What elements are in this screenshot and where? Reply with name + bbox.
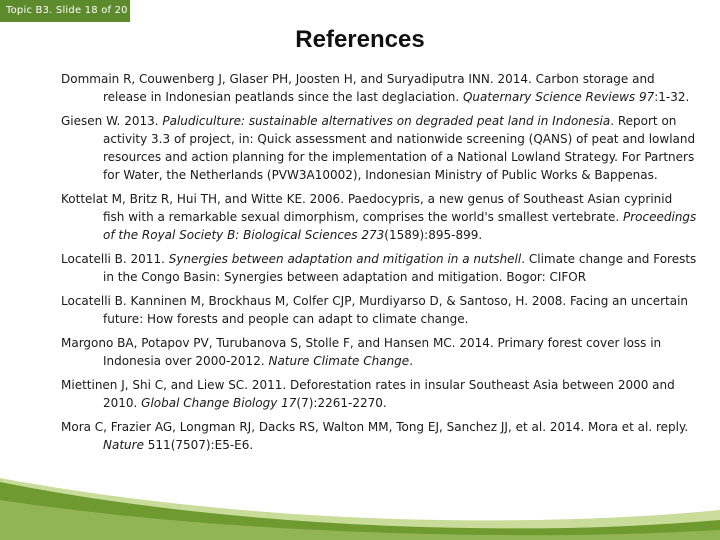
reference-item	[61, 250, 697, 286]
reference-citation: .	[409, 354, 414, 368]
reference-source: Global Change Biology 17	[141, 396, 297, 410]
reference-item	[61, 190, 697, 244]
reference-source: Nature Climate Change	[268, 354, 410, 368]
topic-header-bar	[0, 0, 130, 22]
reference-citation: (1589):895-899.	[384, 228, 483, 242]
reference-item	[61, 334, 697, 370]
reference-text: Kottelat M, Britz R, Hui TH, and Witte KE. 2006. Paedocypris, a new genus of Southeast Asian cyprinid fish with a remarkable sexual dimorphism, comprises the world's smallest vertebrate.	[61, 192, 673, 224]
decorative-green-wave	[0, 460, 720, 540]
reference-source: Paludiculture: sustainable alternatives on degraded peat land in Indonesia	[162, 114, 611, 128]
topic-label: Topic B3. Slide 18 of 20	[6, 5, 128, 16]
reference-list	[61, 70, 697, 460]
reference-text: Mora C, Frazier AG, Longman RJ, Dacks RS, Walton MM, Tong EJ, Sanchez JJ, et al. 2014. Mora et al. reply.	[61, 420, 689, 434]
reference-item	[61, 70, 697, 106]
reference-item	[61, 292, 697, 328]
reference-text: Locatelli B. 2011.	[61, 252, 169, 266]
reference-citation: 511(7507):E5-E6.	[143, 438, 254, 452]
reference-citation: . Climate change and Forests in the Congo Basin: Synergies between adaptation and mitigation. Bogor: CIFOR	[103, 252, 697, 284]
reference-citation: . Report on activity 3.3 of project, in: Quick assessment and nationwide screening (QANS) of peat and lowland resources and action planning for the implementation of a National Lowland Strategy. For Partners for Water, the Netherlands (PVW3A10002), Indonesian Ministry of Public Works & Bappenas.	[103, 114, 696, 182]
reference-text: Giesen W. 2013.	[61, 114, 163, 128]
reference-citation: (7):2261-2270.	[296, 396, 387, 410]
slide-title: References	[295, 26, 425, 53]
reference-item	[61, 376, 697, 412]
reference-text: Locatelli B. Kanninen M, Brockhaus M, Colfer CJP, Murdiyarso D, & Santoso, H. 2008. Facing an uncertain future: How forests and people can adapt to climate change.	[61, 294, 689, 326]
reference-source: Proceedings of the Royal Society B: Biological Sciences 273	[103, 210, 697, 242]
reference-citation: :1-32.	[654, 90, 690, 104]
reference-item	[61, 112, 697, 184]
reference-text: Margono BA, Potapov PV, Turubanova S, Stolle F, and Hansen MC. 2014. Primary forest cover loss in Indonesia over 2000-2012.	[61, 336, 662, 368]
reference-text: Dommain R, Couwenberg J, Glaser PH, Joosten H, and Suryadiputra INN. 2014. Carbon storage and release in Indonesian peatlands since the last deglaciation.	[61, 72, 655, 104]
reference-source: Quaternary Science Reviews 97	[462, 90, 655, 104]
reference-source: Synergies between adaptation and mitigation in a nutshell	[168, 252, 522, 266]
reference-source: Nature	[103, 438, 144, 452]
reference-text: Miettinen J, Shi C, and Liew SC. 2011. Deforestation rates in insular Southeast Asia between 2000 and 2010.	[61, 378, 675, 410]
reference-item	[61, 418, 697, 454]
